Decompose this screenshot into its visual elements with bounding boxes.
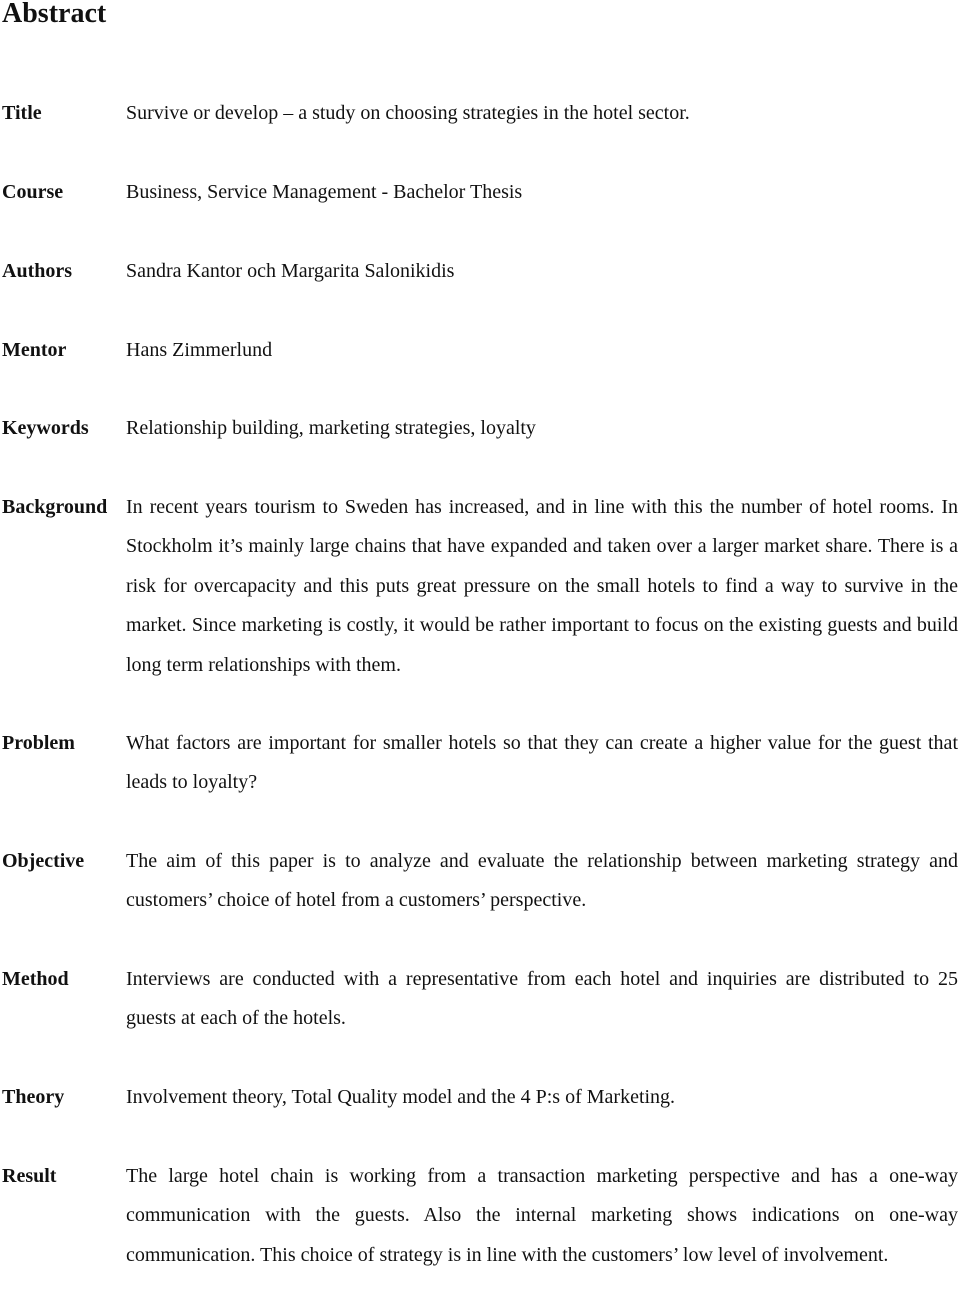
background-value: In recent years tourism to Sweden has increased, and in line with this the number of hotel rooms. In Stockholm it’s mainly large chains that have expanded and taken over a larger market share. There is a risk for overcapacity and this puts great pressure on the small hotels to find a way to survive in the market. Since marketing is costly, it would be rather important to focus on the existing guests and build long term relationships with them.	[126, 496, 958, 676]
title-label: Title	[2, 102, 42, 124]
method-label: Method	[2, 968, 69, 990]
problem-label: Problem	[2, 732, 75, 754]
title-value: Survive or develop – a study on choosing strategies in the hotel sector.	[126, 102, 690, 124]
authors-value: Sandra Kantor och Margarita Salonikidis	[126, 260, 455, 282]
course-label: Course	[2, 181, 64, 203]
method-value: Interviews are conducted with a representative from each hotel and inquiries are distributed to 25 guests at each of the hotels.	[126, 968, 958, 1030]
keywords-value: Relationship building, marketing strategies, loyalty	[126, 417, 536, 439]
result-value: The large hotel chain is working from a transaction marketing perspective and has a one-way communication with the guests. Also the internal marketing shows indications on one-way communication. This choice of strategy is in line with the customers’ low level of involvement.	[126, 1165, 958, 1266]
problem-value: What factors are important for smaller hotels so that they can create a higher value for the guest that leads to loyalty?	[126, 732, 958, 794]
keywords-label: Keywords	[2, 417, 89, 439]
page-heading: Abstract	[2, 0, 107, 29]
result-label: Result	[2, 1165, 57, 1187]
objective-label: Objective	[2, 850, 85, 872]
background-label: Background	[2, 496, 108, 518]
theory-value: Involvement theory, Total Quality model and the 4 P:s of Marketing.	[126, 1086, 676, 1108]
mentor-value: Hans Zimmerlund	[126, 339, 273, 361]
mentor-label: Mentor	[2, 339, 67, 361]
theory-label: Theory	[2, 1086, 65, 1108]
course-value: Business, Service Management - Bachelor Thesis	[126, 181, 523, 203]
objective-value: The aim of this paper is to analyze and evaluate the relationship between marketing strategy and customers’ choice of hotel from a customers’ perspective.	[126, 850, 958, 912]
authors-label: Authors	[2, 260, 73, 282]
